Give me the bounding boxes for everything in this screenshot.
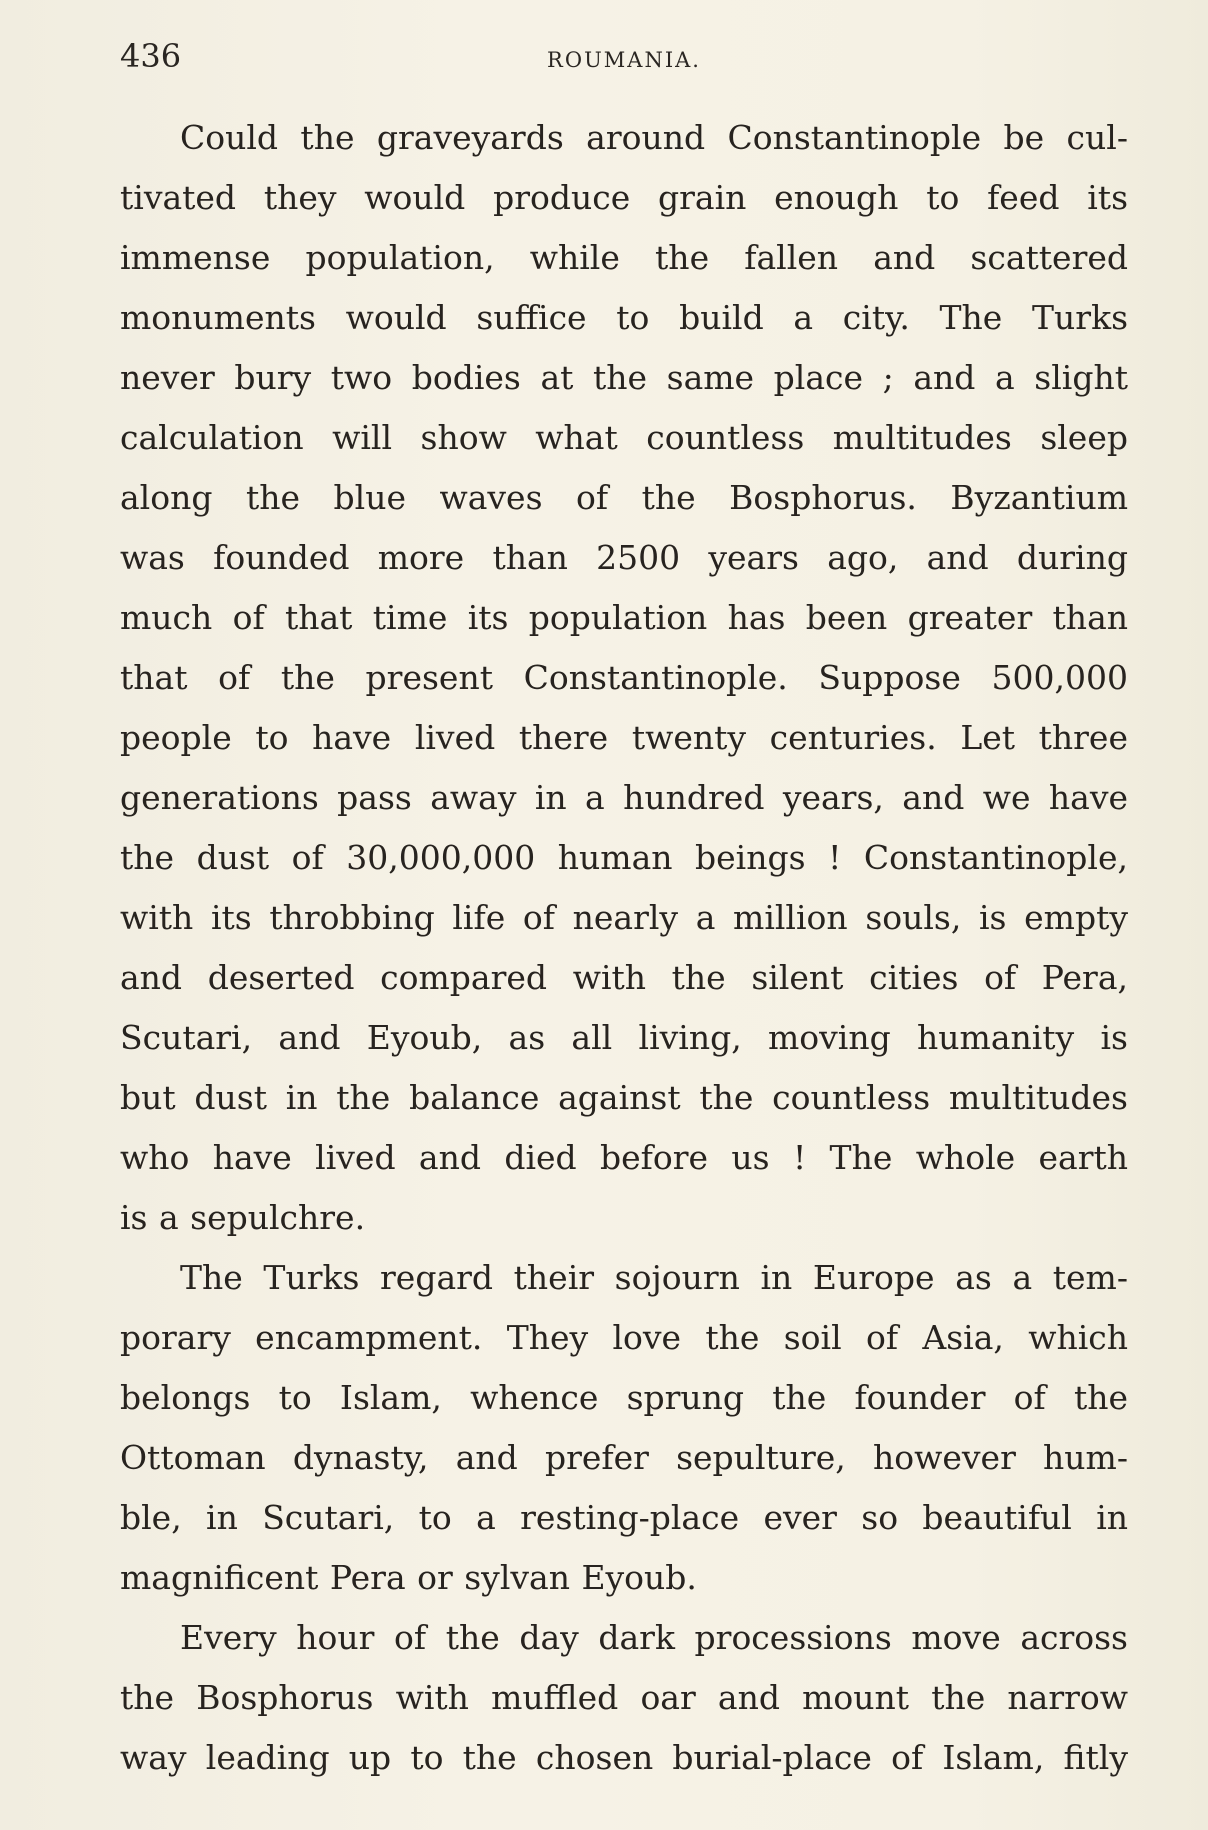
text-line: calculation will show what countless multitudes sleep — [120, 418, 1128, 457]
text-line: and deserted compared with the silent cities of Pera, — [120, 958, 1128, 997]
text-line: Scutari, and Eyoub, as all living, moving humanity is — [120, 1018, 1128, 1057]
text-line: is a sepulchre. — [120, 1198, 366, 1237]
text-line: Could the graveyards around Constantinople be cul- — [180, 118, 1128, 157]
text-line: ble, in Scutari, to a resting-place ever so beautiful in — [120, 1498, 1128, 1537]
text-line: much of that time its population has been greater than — [120, 598, 1128, 637]
paragraph — [120, 108, 1128, 1248]
body-text — [120, 108, 1128, 1788]
text-line: belongs to Islam, whence sprung the founder of the — [120, 1378, 1128, 1417]
text-line: monuments would suffice to build a city. The Turks — [120, 298, 1128, 337]
text-line: never bury two bodies at the same place ; and a slight — [120, 358, 1128, 397]
text-line: tivated they would produce grain enough to feed its — [120, 178, 1128, 217]
text-line: with its throbbing life of nearly a million souls, is empty — [120, 898, 1128, 937]
text-line: the Bosphorus with muffled oar and mount the narrow — [120, 1678, 1128, 1717]
text-line: that of the present Constantinople. Suppose 500,000 — [120, 658, 1128, 697]
page-number: 436 — [120, 37, 182, 75]
paragraph — [120, 1248, 1128, 1608]
text-line: people to have lived there twenty centuries. Let three — [120, 718, 1128, 757]
paragraph — [120, 1608, 1128, 1788]
text-line: who have lived and died before us ! The whole earth — [120, 1138, 1128, 1177]
text-line: magnificent Pera or sylvan Eyoub. — [120, 1558, 697, 1597]
text-line: way leading up to the chosen burial-place of Islam, fitly — [120, 1738, 1128, 1777]
running-title: ROUMANIA. — [547, 48, 701, 72]
text-line: immense population, while the fallen and scattered — [120, 238, 1128, 277]
text-line: the dust of 30,000,000 human beings ! Constantinople, — [120, 838, 1128, 877]
text-line: generations pass away in a hundred years, and we have — [120, 778, 1128, 817]
text-line: porary encampment. They love the soil of Asia, which — [120, 1318, 1128, 1357]
text-line: Every hour of the day dark processions move across — [180, 1618, 1128, 1657]
text-line: The Turks regard their sojourn in Europe as a tem- — [180, 1258, 1128, 1297]
text-line: but dust in the balance against the countless multitudes — [120, 1078, 1128, 1117]
text-line: Ottoman dynasty, and prefer sepulture, however hum- — [120, 1438, 1128, 1477]
text-line: along the blue waves of the Bosphorus. Byzantium — [120, 478, 1128, 517]
running-head — [120, 28, 1128, 84]
text-line: was founded more than 2500 years ago, and during — [120, 538, 1128, 577]
